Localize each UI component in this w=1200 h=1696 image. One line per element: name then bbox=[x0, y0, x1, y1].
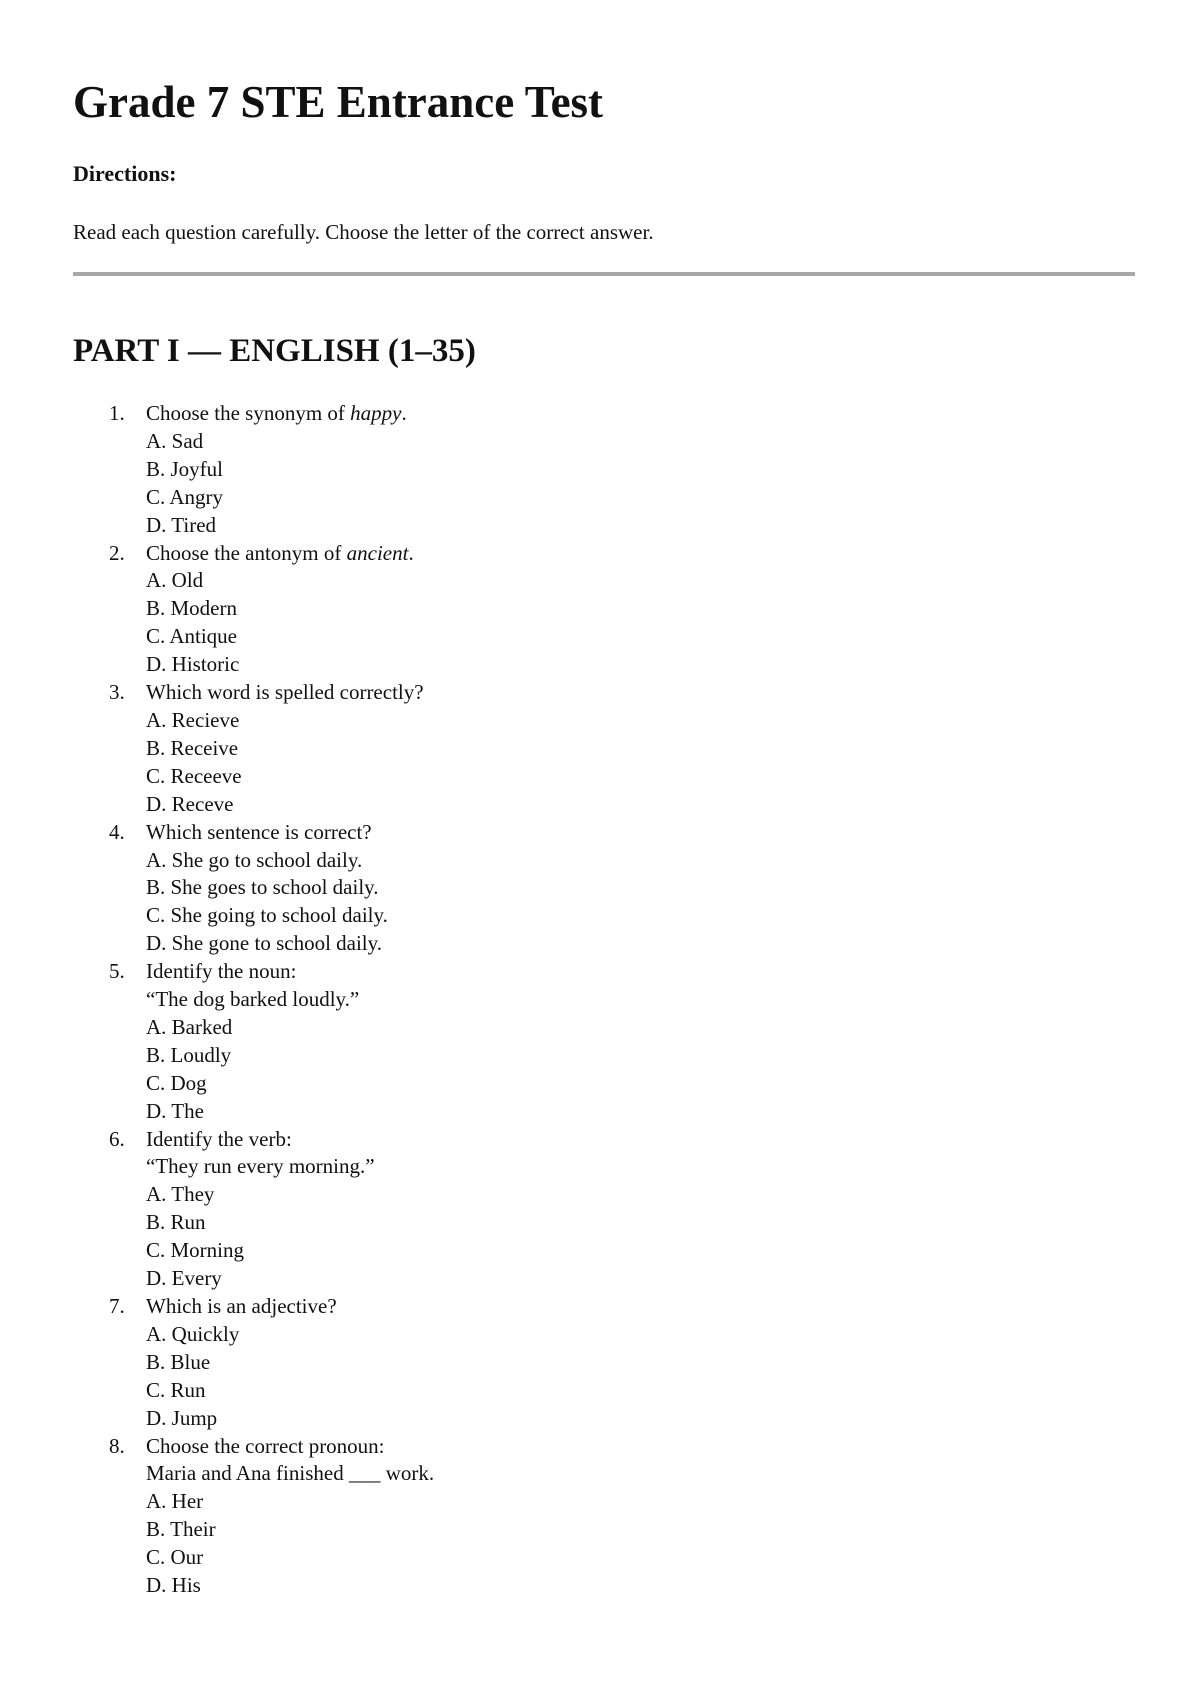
answer-option: B. Their bbox=[146, 1517, 216, 1542]
answer-option: A. Her bbox=[146, 1489, 204, 1514]
question-prompt bbox=[146, 1126, 434, 1154]
prompt-emphasis: happy bbox=[350, 401, 402, 425]
answer-option: D. Jump bbox=[146, 1405, 218, 1430]
answer-option: B. Run bbox=[146, 1210, 206, 1235]
question-item bbox=[73, 540, 434, 680]
answer-option: C. Dog bbox=[146, 1070, 207, 1095]
answer-option: C. Our bbox=[146, 1545, 204, 1570]
prompt-text: Which word is spelled correctly? bbox=[146, 680, 424, 705]
question-number: 7. bbox=[109, 1294, 125, 1318]
prompt-text: Identify the verb: bbox=[146, 1126, 292, 1151]
answer-option: D. Tired bbox=[146, 512, 217, 537]
answer-option: C. Antique bbox=[146, 624, 238, 649]
question-prompt bbox=[146, 400, 434, 428]
question-list bbox=[73, 400, 434, 1600]
answer-option: C. Receeve bbox=[146, 763, 242, 788]
question-item bbox=[73, 1126, 434, 1293]
answer-option: C. Angry bbox=[146, 484, 224, 509]
prompt-text: Identify the noun: bbox=[146, 959, 297, 984]
answer-option: D. His bbox=[146, 1573, 201, 1598]
question-number: 8. bbox=[109, 1433, 125, 1458]
answer-option: B. Blue bbox=[146, 1349, 211, 1374]
question-prompt bbox=[146, 1293, 434, 1321]
prompt-text: Which sentence is correct? bbox=[146, 819, 372, 844]
question-context: “They run every morning.” bbox=[146, 1154, 375, 1179]
answer-option: A. She go to school daily. bbox=[146, 847, 363, 872]
answer-option: C. Morning bbox=[146, 1238, 245, 1263]
question-item bbox=[73, 400, 434, 540]
question-number: 6. bbox=[109, 1126, 125, 1151]
answer-option: A. Recieve bbox=[146, 707, 240, 732]
answer-option: B. She goes to school daily. bbox=[146, 875, 379, 900]
answer-option: A. Barked bbox=[146, 1014, 233, 1039]
answer-option: B. Loudly bbox=[146, 1042, 232, 1067]
question-item bbox=[73, 1433, 434, 1600]
section-divider bbox=[73, 272, 1135, 276]
question-prompt bbox=[146, 540, 434, 568]
question-number: 4. bbox=[109, 819, 125, 844]
question-prompt bbox=[146, 958, 434, 986]
prompt-text: Choose the correct pronoun: bbox=[146, 1433, 385, 1458]
prompt-text: Choose the synonym of bbox=[146, 401, 351, 425]
answer-option: D. Historic bbox=[146, 652, 240, 677]
question-number: 1. bbox=[109, 401, 125, 425]
answer-option: B. Joyful bbox=[146, 456, 224, 481]
prompt-text: . bbox=[401, 401, 407, 425]
question-context: Maria and Ana finished ___ work. bbox=[146, 1461, 435, 1486]
answer-option: A. They bbox=[146, 1182, 215, 1207]
question-item bbox=[73, 1293, 434, 1433]
page-title: Grade 7 STE Entrance Test bbox=[73, 77, 604, 127]
question-item bbox=[73, 958, 434, 1125]
prompt-text: Choose the antonym of bbox=[146, 540, 347, 565]
part-heading: PART I — ENGLISH (1–35) bbox=[73, 333, 476, 369]
answer-option: A. Sad bbox=[146, 428, 204, 453]
question-number: 5. bbox=[109, 959, 125, 984]
question-prompt bbox=[146, 679, 434, 707]
answer-option: D. Every bbox=[146, 1266, 222, 1291]
answer-option: C. Run bbox=[146, 1377, 206, 1402]
directions-text: Read each question carefully. Choose the letter of the correct answer. bbox=[73, 220, 654, 244]
prompt-emphasis: ancient bbox=[346, 540, 409, 565]
answer-option: A. Quickly bbox=[146, 1321, 240, 1346]
question-item bbox=[73, 679, 434, 819]
answer-option: D. Receve bbox=[146, 791, 234, 816]
question-number: 3. bbox=[109, 680, 125, 705]
question-prompt bbox=[146, 819, 434, 847]
question-item bbox=[73, 819, 434, 959]
answer-option: D. The bbox=[146, 1098, 204, 1123]
answer-option: A. Old bbox=[146, 568, 204, 593]
prompt-text: . bbox=[408, 540, 414, 565]
question-prompt bbox=[146, 1433, 434, 1461]
question-context: “The dog barked loudly.” bbox=[146, 987, 360, 1012]
answer-option: B. Receive bbox=[146, 735, 239, 760]
question-number: 2. bbox=[109, 540, 125, 565]
answer-option: C. She going to school daily. bbox=[146, 903, 388, 928]
directions-label: Directions: bbox=[73, 161, 177, 186]
prompt-text: Which is an adjective? bbox=[146, 1294, 337, 1318]
answer-option: D. She gone to school daily. bbox=[146, 931, 383, 956]
answer-option: B. Modern bbox=[146, 596, 237, 621]
